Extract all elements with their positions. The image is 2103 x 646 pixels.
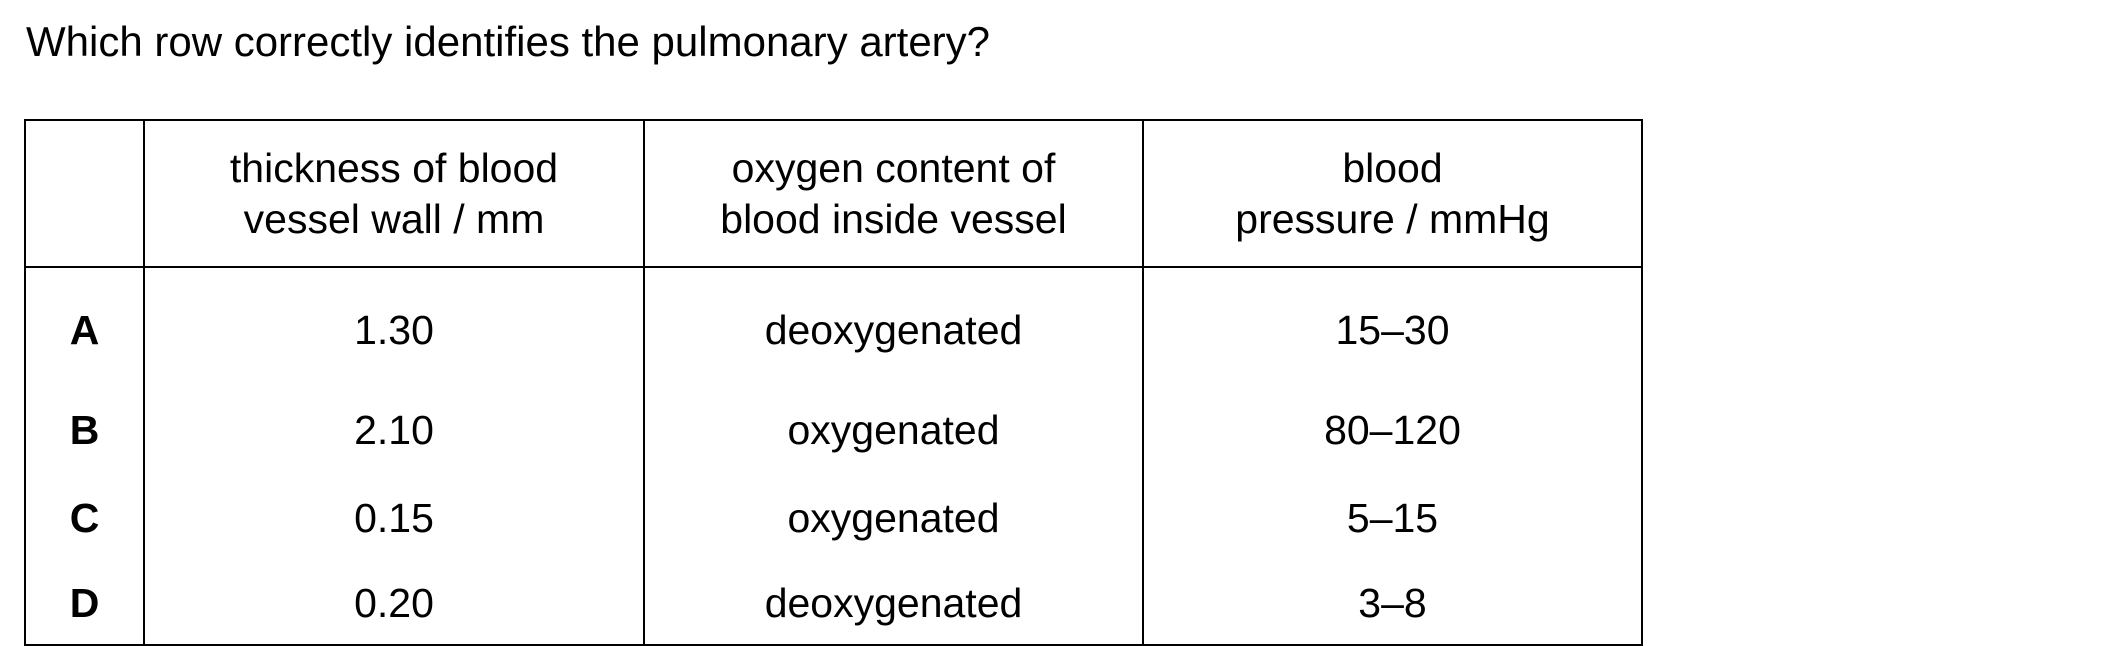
pressure-cell: 80–120 (1143, 386, 1642, 474)
thickness-cell: 2.10 (144, 386, 644, 474)
option-letter: B (25, 386, 144, 474)
question-text: Which row correctly identifies the pulmonary artery? (26, 18, 991, 65)
header-pressure-line1: blood (1342, 144, 1443, 191)
thickness-cell: 0.20 (144, 562, 644, 645)
option-letter: A (25, 267, 144, 386)
oxygen-cell: deoxygenated (644, 562, 1143, 645)
oxygen-cell: oxygenated (644, 474, 1143, 562)
header-cell-empty (25, 120, 144, 267)
header-oxygen-line2: blood inside vessel (720, 195, 1067, 242)
table-row (25, 474, 1642, 562)
header-oxygen-line1: oxygen content of (731, 144, 1056, 191)
oxygen-cell: oxygenated (644, 386, 1143, 474)
thickness-cell: 1.30 (144, 267, 644, 386)
pressure-cell: 5–15 (1143, 474, 1642, 562)
table-row (25, 386, 1642, 474)
table-header-row (25, 120, 1642, 267)
pressure-cell: 15–30 (1143, 267, 1642, 386)
header-thickness-line1: thickness of blood (229, 144, 559, 191)
header-thickness-line2: vessel wall / mm (243, 195, 545, 242)
header-pressure (1143, 120, 1642, 267)
option-letter: C (25, 474, 144, 562)
pressure-cell: 3–8 (1143, 562, 1642, 645)
thickness-cell: 0.15 (144, 474, 644, 562)
option-letter: D (25, 562, 144, 645)
table-row (25, 562, 1642, 645)
oxygen-cell: deoxygenated (644, 267, 1143, 386)
options-table (24, 119, 1643, 646)
header-thickness (144, 120, 644, 267)
table-row (25, 267, 1642, 386)
header-oxygen (644, 120, 1143, 267)
header-pressure-line2: pressure / mmHg (1235, 195, 1550, 242)
